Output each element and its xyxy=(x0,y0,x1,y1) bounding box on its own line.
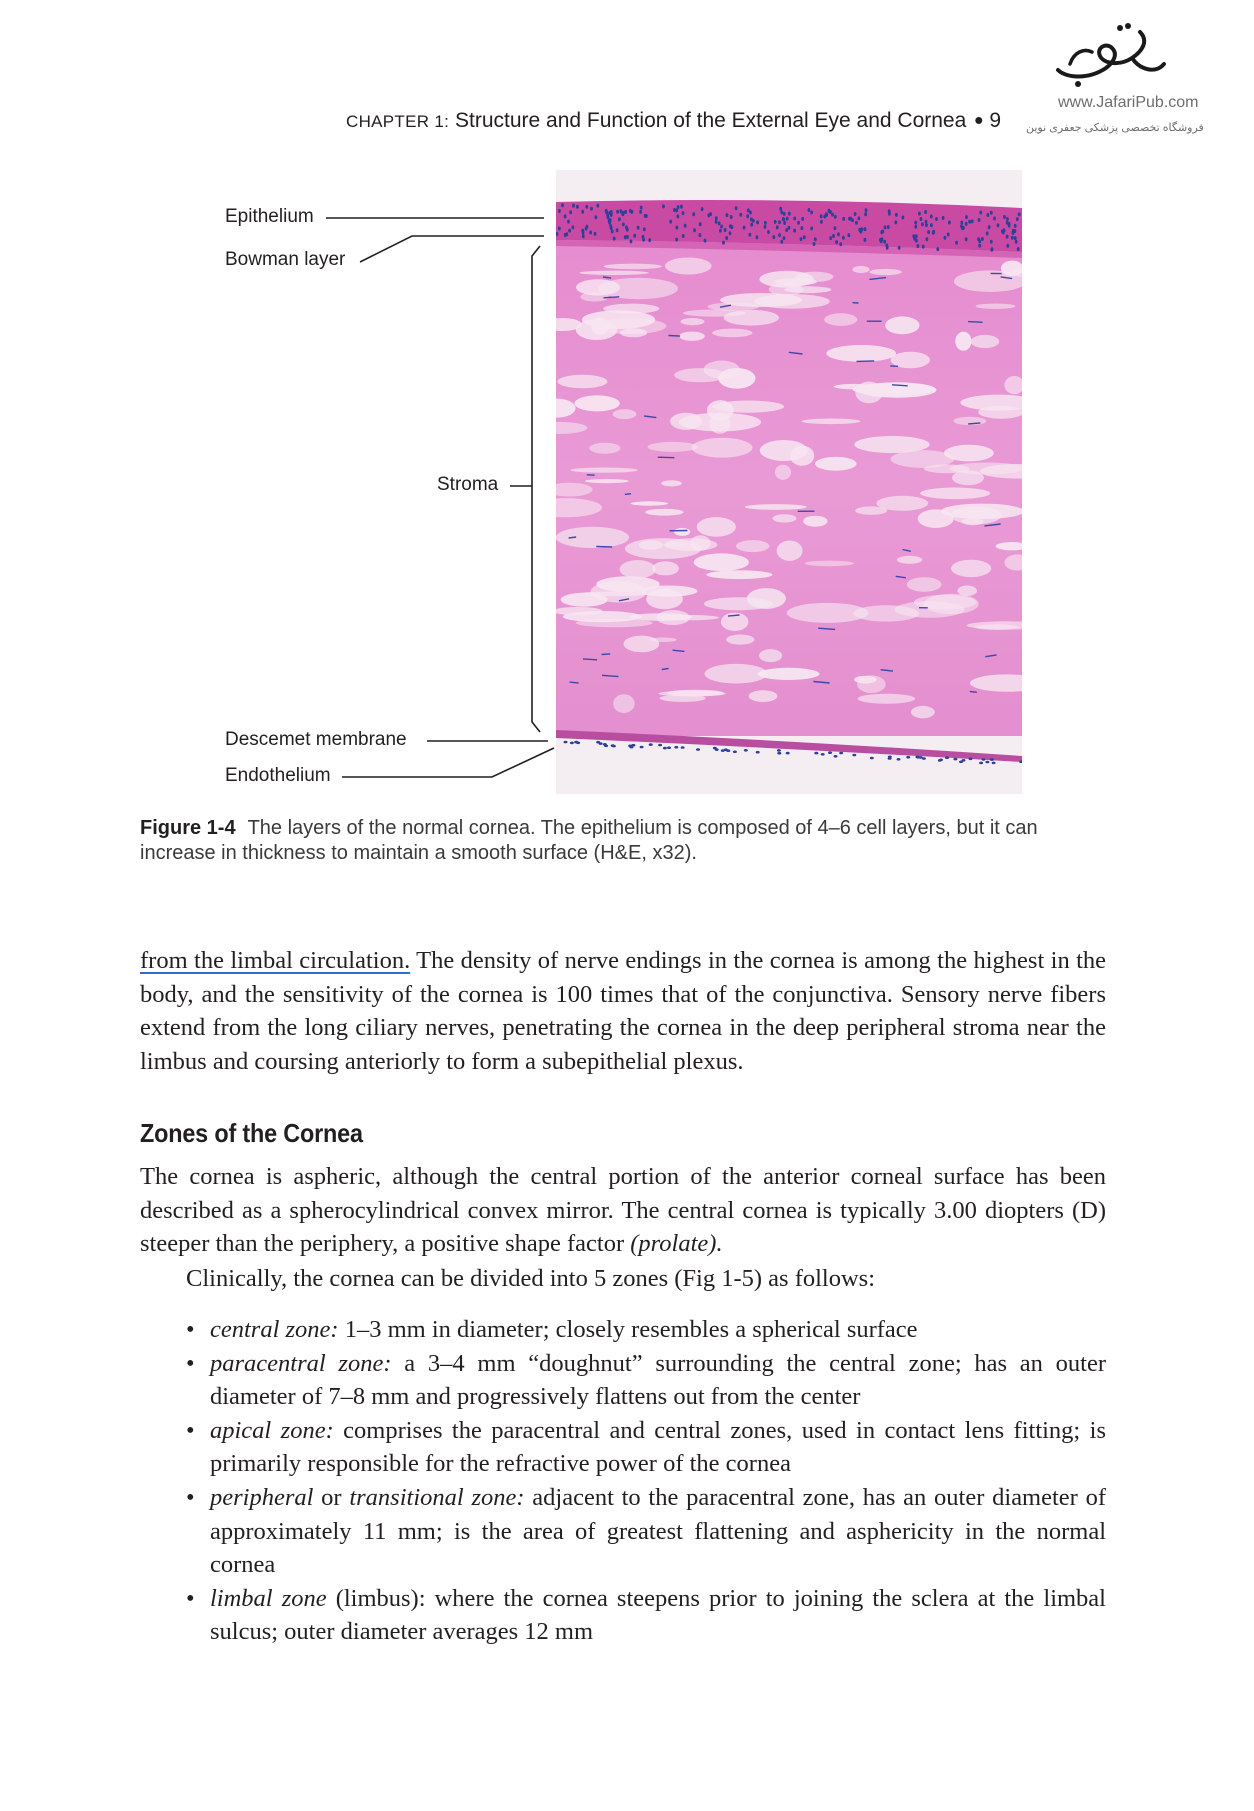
watermark-persian-text: فروشگاه تخصصی پزشکی جعفری نوین xyxy=(1026,122,1204,134)
zone-list xyxy=(140,1313,1106,1649)
caption-text: The layers of the normal cornea. The epithelium is composed of 4–6 cell layers, but it can increase in thickness to maintain a smooth surface (H&E, x32). xyxy=(140,817,1038,864)
chapter-title: Structure and Function of the External Eye and Cornea xyxy=(454,109,967,132)
list-item xyxy=(140,1347,1106,1414)
stroma-bracket xyxy=(532,246,540,732)
label-leader-lines xyxy=(0,0,1254,900)
label-bowman-layer: Bowman layer xyxy=(225,249,346,270)
watermark-url: www.JafariPub.com xyxy=(1058,94,1199,111)
caption-number: Figure 1-4 xyxy=(140,817,236,839)
zone-description: a 3–4 mm “doughnut” surrounding the central zone; has an outer diameter of 7–8 mm and progressively flattens out from the center xyxy=(210,1349,1107,1411)
body-paragraph-2 xyxy=(140,1160,1106,1261)
zone-term: peripheral xyxy=(210,1483,314,1511)
para1-text: The density of nerve endings in the cornea is among the highest in the body, and the sensitivity of the cornea is 100 times that of the conjunctiva. Sensory nerve fibers extend from the long ciliary nerves, penetrating the cornea in the deep peripheral stroma near the limbus and coursing anteriorly to form a subepithelial plexus. xyxy=(140,947,1107,1075)
zone-term-alt: transitional zone: xyxy=(349,1483,525,1511)
zone-description: (limbus): where the cornea steepens prior to joining the sclera at the limbal sulcus; outer diameter averages 12 mm xyxy=(210,1584,1106,1646)
body-paragraph-1 xyxy=(140,944,1106,1078)
para2-text: The cornea is aspheric, although the central portion of the anterior corneal surface has been described as a spherocylindrical convex mirror. The central cornea is typically 3.00 diopters (D) steeper than the periphery, a positive shape factor xyxy=(140,1163,1106,1258)
zone-term: apical zone: xyxy=(210,1416,334,1444)
zone-description: comprises the paracentral and central zones, used in contact lens fitting; is primarily responsible for the refractive power of the cornea xyxy=(210,1416,1106,1478)
section-heading: Zones of the Cornea xyxy=(140,1118,363,1148)
limbal-circulation-link[interactable]: from the limbal circulation. xyxy=(140,947,411,974)
zone-term: limbal zone xyxy=(210,1584,327,1612)
list-item xyxy=(140,1414,1106,1481)
chapter-label: CHAPTER 1: xyxy=(346,112,450,131)
label-endothelium: Endothelium xyxy=(225,765,331,786)
zone-connector: or xyxy=(313,1483,350,1511)
zone-description: adjacent to the paracentral zone, has an outer diameter of approximately 11 mm; is the area of greatest flattening and asphericity in the normal cornea xyxy=(210,1483,1106,1579)
bowman-leader-line xyxy=(360,236,544,262)
zone-term: paracentral zone: xyxy=(210,1349,392,1377)
list-item xyxy=(140,1582,1106,1649)
list-item xyxy=(140,1481,1106,1582)
endothelium-leader-line xyxy=(342,748,554,777)
body-paragraph-3: Clinically, the cornea can be divided into 5 zones (Fig 1-5) as follows: xyxy=(186,1265,876,1292)
para2-italic: (prolate). xyxy=(630,1230,723,1258)
list-item xyxy=(140,1313,1106,1347)
zone-description: 1–3 mm in diameter; closely resembles a spherical surface xyxy=(338,1316,918,1343)
label-descemet-membrane: Descemet membrane xyxy=(225,729,407,750)
figure-1-4 xyxy=(0,0,1254,900)
figure-caption xyxy=(140,816,1110,866)
page-number: 9 xyxy=(989,109,1002,132)
zone-term: central zone: xyxy=(210,1316,339,1343)
header-bullet: • xyxy=(974,105,984,135)
label-epithelium: Epithelium xyxy=(225,206,314,227)
label-stroma: Stroma xyxy=(437,474,499,495)
